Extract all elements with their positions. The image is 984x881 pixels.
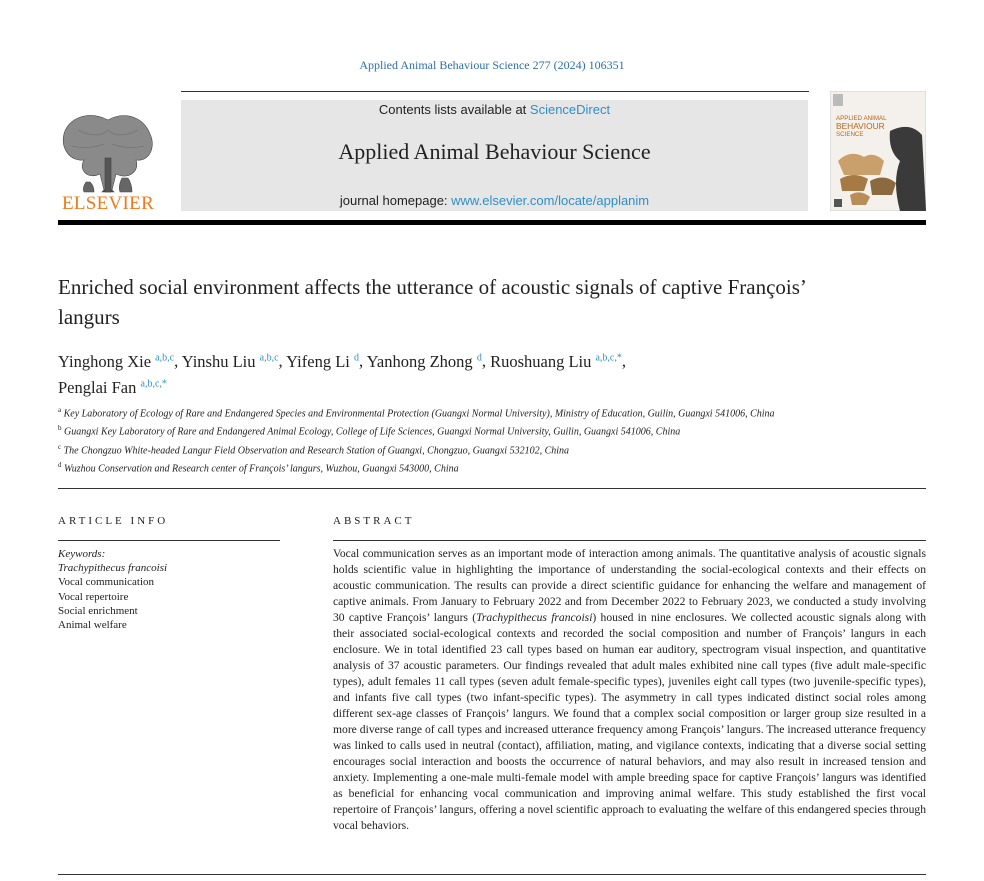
keyword-item: Vocal repertoire <box>58 590 129 603</box>
article-title: Enriched social environment affects the utterance of acoustic signals of captive François’ langurs <box>58 275 806 329</box>
affiliations <box>58 403 818 476</box>
author[interactable]: Yifeng Li $^d$ <box>286 351 359 371</box>
header-thick-rule <box>58 220 926 225</box>
author[interactable]: Penglai Fan $^{a,b,c,*}$ <box>58 378 167 397</box>
keyword-item: Vocal communication <box>58 576 155 589</box>
author[interactable]: Yinghong Xie $^{a,b,c}$ <box>58 351 175 371</box>
elsevier-wordmark[interactable]: ELSEVIER <box>61 193 155 214</box>
species-name: Trachypithecus francoisi <box>476 610 593 624</box>
author[interactable]: Yinshu Liu $^{a,b,c}$ <box>181 351 279 371</box>
abstract-heading: ABSTRACT <box>333 515 415 527</box>
journal-cover-thumbnail[interactable] <box>830 91 926 211</box>
journal-title: Applied Animal Behaviour Science <box>338 139 651 164</box>
homepage-link[interactable]: www.elsevier.com/locate/applanim <box>451 193 650 208</box>
header-rule <box>181 91 809 92</box>
sciencedirect-link[interactable]: ScienceDirect <box>529 102 611 117</box>
author-list: Yinghong Xie $^{a,b,c}$, Yinshu Liu $^{a,b,c}$, Yifeng Li $^d$, Yanhong Zhong $^d$, Ruoshuang Liu $^{a,b,c,*}$, Penglai Fan $^{a,b,c,*}$ <box>58 351 626 397</box>
keyword-item: Trachypithecus francoisi <box>58 562 168 575</box>
article-info-heading: ARTICLE INFO <box>58 515 169 527</box>
affiliation-item: $^c$ The Chongzuo White-headed Langur Field Observation and Research Station of Guangxi, Chongzuo, Guangxi 532102, China <box>58 442 570 456</box>
bottom-rule <box>58 874 926 875</box>
cover-title-line3: SCIENCE <box>836 131 864 138</box>
divider <box>58 488 926 489</box>
cover-title-line2: BEHAVIOUR <box>836 121 885 131</box>
affiliation-item: $^b$ Guangxi Key Laboratory of Rare and Endangered Animal Ecology, College of Life Sciences, Guangxi Normal University, Guilin, Guangxi 541006, China <box>58 424 681 438</box>
keywords-label: Keywords: <box>58 548 106 560</box>
author[interactable]: Yanhong Zhong $^d$ <box>366 351 482 371</box>
keywords-block <box>58 547 280 632</box>
affiliation-item: $^a$ Key Laboratory of Ecology of Rare and Endangered Species and Environmental Protection (Guangxi Normal University), Ministry of Education, Guilin, Guangxi 541006, China <box>58 406 775 420</box>
keyword-item: Social enrichment <box>58 604 138 617</box>
cover-title-line1: APPLIED ANIMAL <box>836 115 887 122</box>
contents-line <box>181 102 808 117</box>
article-info-rule <box>58 540 280 541</box>
affiliation-item: $^d$ Wuzhou Conservation and Research center of François’ langurs, Wuzhou, Guangxi 543000, China <box>58 460 459 475</box>
homepage-line <box>181 193 808 208</box>
abstract-rule <box>333 540 926 541</box>
contents-prefix: Contents lists available at <box>378 102 530 117</box>
keyword-item: Animal welfare <box>58 619 127 632</box>
author[interactable]: Ruoshuang Liu $^{a,b,c,*}$ <box>490 351 622 371</box>
abstract-text: Vocal communication serves as an important mode of interaction among animals. The quantitative analysis of acoustic signals holds scientific value in highlighting the importance of understanding the social-ecological contexts and their effects on acoustic communication. The results can provide a direct scientific guidance for enhancing the welfare and management of captive animals. From January to February 2022 and from December 2022 to February 2023, we conducted a study involving 30 captive François’ langurs (Trachypithecus francoisi) housed in nine enclosures. We collected acoustic signals along with their associated social-ecological contexts and recorded the social composition and number of François’ langurs in each enclosure. We in total identified 23 call types based on human ear auditory, spectrogram visual inspection, and quantitative analysis of 37 acoustic parameters. Our findings revealed that adult males exhibited nine call types (five adult male-specific types), adult females 11 call types (seven adult female-specific types), juveniles eight call types (two juvenile-specific types), and infants five call types (two infant-specific types). The asymmetry in call types indicated distinct social roles among different sex-age classes of François’ langurs. We found that a complex social composition or larger group size resulted in a more diverse range of call types and increased utterance frequency among François’ langurs. The increased utterance frequency was linked to calls used in neutral (contact), affiliation, mating, and vigilance contexts, indicating that a diverse social setting encourages social interaction and boosts the occurrence of natural behaviors, and may also result in increased tension and anxiety. Implementing a one-male multi-female model with ample breeding space for captive François’ langurs was identified as beneficial for enhancing vocal communication and improving animal welfare. This study established the first vocal repertoire of François’ langurs, offering a novel scientific approach to evaluating the welfare of this endangered species through vocal behaviors. <box>333 547 926 832</box>
homepage-prefix: journal homepage: <box>339 193 452 208</box>
journal-citation[interactable]: Applied Animal Behaviour Science 277 (2024) 106351 <box>359 58 625 72</box>
